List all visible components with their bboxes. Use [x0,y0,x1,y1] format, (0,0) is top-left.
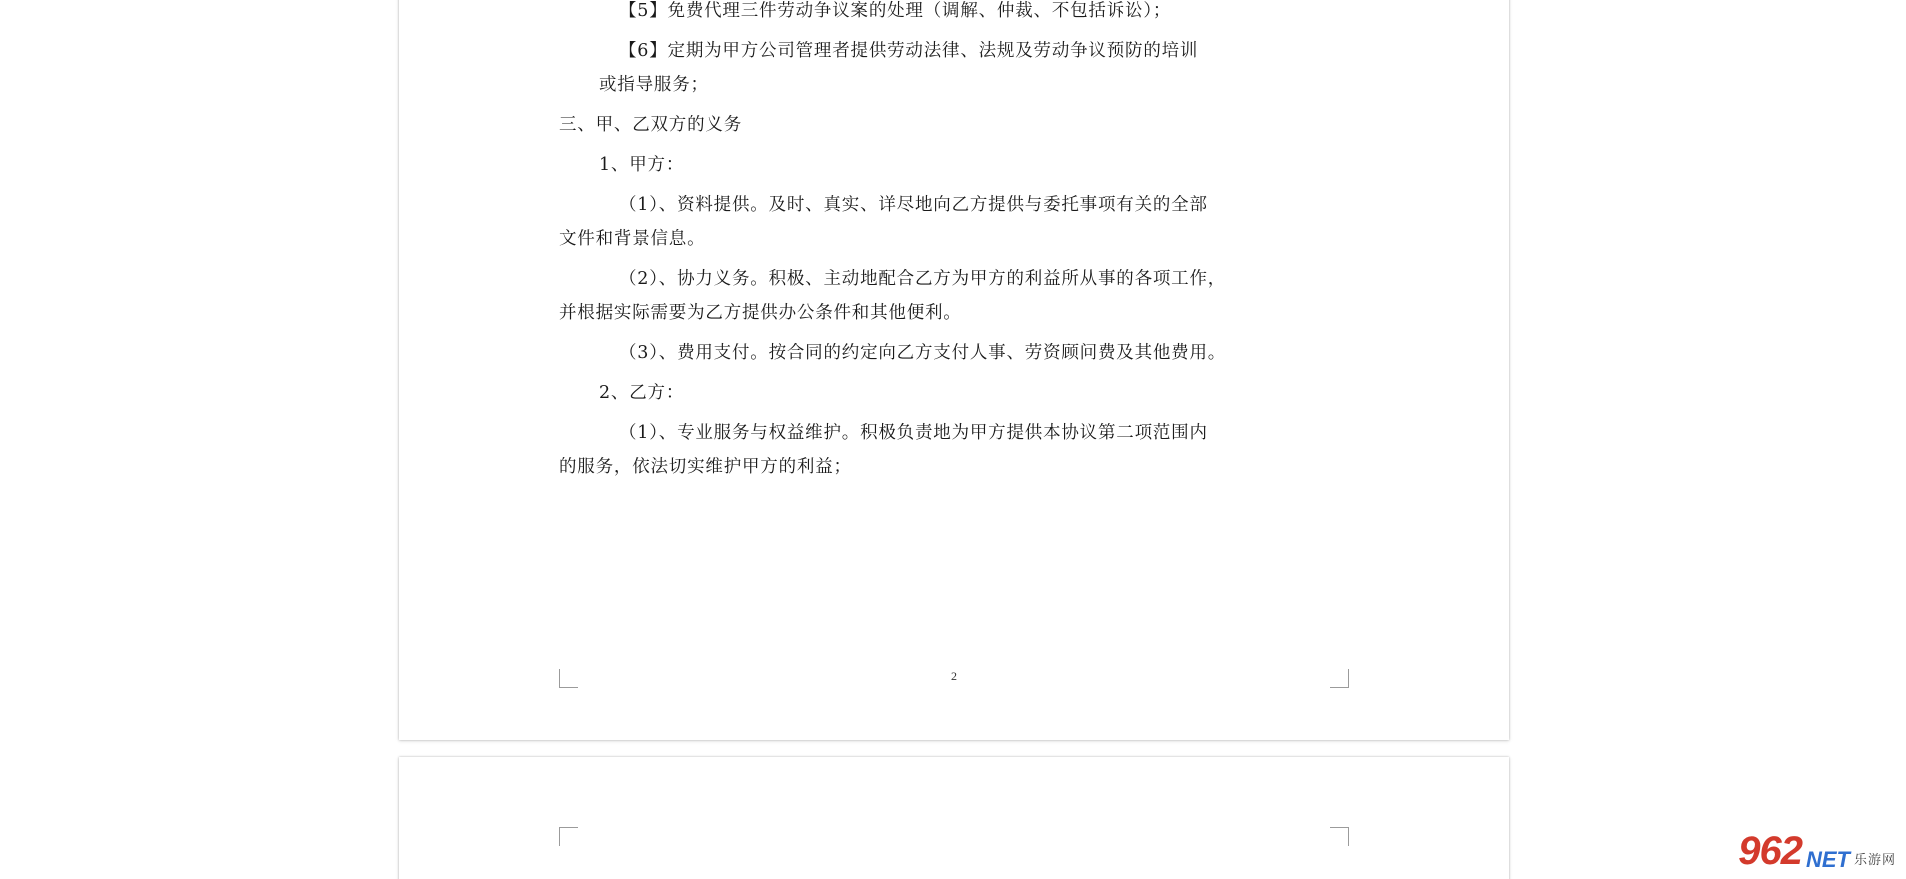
document-page-1 [399,0,1509,740]
site-watermark [1738,831,1896,871]
page-number: 2 [951,669,957,683]
watermark-subtitle: 乐游网 [1853,852,1896,867]
page-1-text-block [559,0,1359,490]
paragraph: （1）、专业服务与权益维护。积极负责地为甲方提供本协议第二项范围内 [619,423,1208,443]
crop-mark-top-right [1330,827,1349,846]
crop-mark-top-left [559,827,578,846]
paragraph: （1）、资料提供。及时、真实、详尽地向乙方提供与委托事项有关的全部 [619,195,1208,215]
paragraph: 【5】免费代理三件劳动争议案的处理（调解、仲裁、不包括诉讼）； [619,1,1172,21]
paragraph: 的服务，依法切实维护甲方的利益； [559,457,852,477]
paragraph: 【6】定期为甲方公司管理者提供劳动法律、法规及劳动争议预防的培训 [619,41,1199,61]
watermark-domain: NET [1805,847,1850,872]
paragraph: 并根据实际需要为乙方提供办公条件和其他便利。 [559,303,962,323]
paragraph: 2、乙方： [599,383,685,403]
paragraph: 三、甲、乙双方的义务 [559,115,742,135]
paragraph: （3）、费用支付。按合同的约定向乙方支付人事、劳资顾问费及其他费用。 [619,343,1227,363]
paragraph: 1、甲方： [599,155,685,175]
paragraph: 文件和背景信息。 [559,229,706,249]
document-page-2 [399,757,1509,879]
watermark-brand: 962 [1738,829,1802,873]
paragraph: 或指导服务； [599,75,709,95]
paragraph: （2）、协力义务。积极、主动地配合乙方为甲方的利益所从事的各项工作， [619,269,1227,289]
page-1-body [399,0,1509,740]
